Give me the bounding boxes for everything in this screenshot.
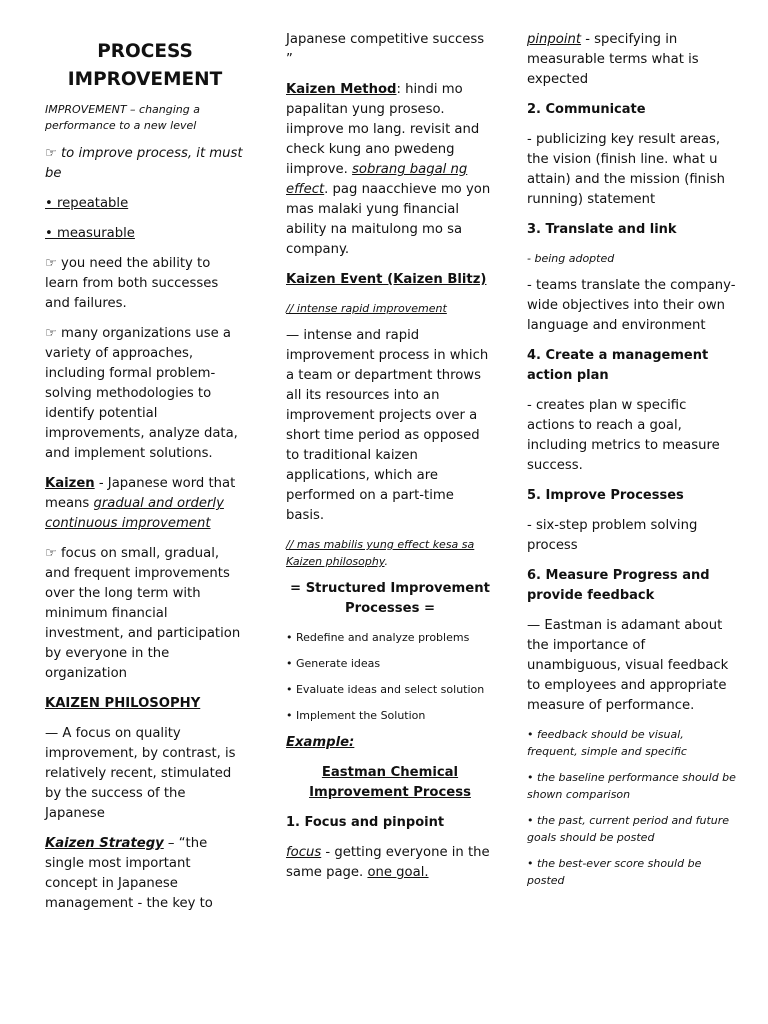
strategy-continued: Japanese competitive success ” [286, 32, 485, 67]
focus-pinpoint-heading: 1. Focus and pinpoint [286, 815, 445, 830]
kaizen-philosophy-heading: KAIZEN PHILOSOPHY [45, 696, 201, 711]
structured-improvement-heading: = Structured Improvement Processes = [290, 581, 490, 616]
kaizen-mid-text: - Japanese word that means [45, 476, 236, 511]
pinpoint-term: pinpoint [527, 32, 582, 47]
ability-paragraph: ☞ you need the ability to learn from both successes and failures. [45, 256, 219, 311]
bullet-repeatable-text: • repeatable [45, 196, 129, 211]
kaizen-event-note-2 [286, 536, 494, 570]
kaizen-strategy-text: – “the single most important concept in Japanese management - the key to [45, 836, 213, 911]
step-item: • Redefine and analyze problems [286, 631, 470, 644]
step-item: • Evaluate ideas and select solution [286, 683, 485, 696]
improve-process-lead: ☞ to improve process, it must be [45, 146, 243, 181]
kaizen-term: Kaizen [45, 476, 95, 491]
kaizen-method-paragraph [286, 80, 494, 260]
focus-text: - getting everyone in the same page. [286, 845, 490, 880]
step-item: • Implement the Solution [286, 709, 426, 722]
feedback-bullet: • feedback should be visual, frequent, simple and specific [527, 728, 687, 758]
bullet-repeatable [45, 194, 245, 214]
measure-progress-heading: 6. Measure Progress and provide feedback [527, 568, 710, 603]
kaizen-strategy-term: Kaizen Strategy [45, 836, 164, 851]
feedback-bullet: • the baseline performance should be shown comparison [527, 771, 736, 801]
organizations-paragraph: ☞ many organizations use a variety of approaches, including formal problem-solving methodologies to identify potential improvements, analyze data, and implement solutions. [45, 326, 238, 461]
bullet-measurable-text: • measurable [45, 226, 135, 241]
kaizen-method-underlined: sobrang bagal ng effect [286, 162, 468, 197]
action-plan-heading: 4. Create a management action plan [527, 348, 709, 383]
improve-processes-heading: 5. Improve Processes [527, 488, 684, 503]
kaizen-definition [45, 474, 245, 534]
focus-paragraph [286, 843, 494, 883]
communicate-paragraph: - publicizing key result areas, the vision (finish line. what u attain) and the mission (finish running) statement [527, 132, 725, 207]
translate-paragraph: - teams translate the company-wide objectives into their own language and environment [527, 278, 736, 333]
kaizen-event-note: // intense rapid improvement [286, 302, 447, 315]
kaizen-strategy-paragraph [45, 834, 245, 914]
bullet-measurable [45, 224, 245, 244]
eastman-heading: Eastman Chemical Improvement Process [309, 765, 471, 800]
pinpoint-paragraph [527, 30, 737, 90]
translate-note: - being adopted [527, 252, 615, 265]
kaizen-event-note-2-tail: . [384, 555, 388, 568]
example-label: Example: [286, 735, 355, 750]
kaizen-method-term: Kaizen Method [286, 82, 397, 97]
step-item: • Generate ideas [286, 657, 381, 670]
feedback-bullet: • the best-ever score should be posted [527, 857, 702, 887]
feedback-bullet: • the past, current period and future goals should be posted [527, 814, 730, 844]
focus-goal: one goal. [367, 865, 429, 880]
focus-term: focus [286, 845, 322, 860]
column-right [527, 30, 737, 898]
kaizen-method-text-1: : hindi mo papalitan yung proseso. iimprove mo lang. revisit and check kung ano pwedeng iimprove. [286, 82, 480, 177]
column-left [45, 30, 245, 924]
action-plan-paragraph: - creates plan w specific actions to reach a goal, including metrics to measure success. [527, 398, 720, 473]
improve-processes-paragraph: - six-step problem solving process [527, 518, 698, 553]
focus-paragraph: ☞ focus on small, gradual, and frequent improvements over the long term with minimum financial investment, and participation by everyone in the organization [45, 546, 241, 681]
page-title: PROCESS IMPROVEMENT [67, 41, 223, 90]
column-middle [286, 30, 494, 893]
pinpoint-text: - specifying in measurable terms what is expected [527, 32, 699, 87]
kaizen-event-note-2-underlined: // mas mabilis yung effect kesa sa Kaizen philosophy [286, 538, 475, 568]
measure-progress-paragraph: — Eastman is adamant about the importance of unambiguous, visual feedback to employees and appropriate measure of performance. [527, 618, 729, 713]
translate-heading: 3. Translate and link [527, 222, 677, 237]
philosophy-paragraph: — A focus on quality improvement, by contrast, is relatively recent, stimulated by the success of the Japanese [45, 726, 236, 821]
communicate-heading: 2. Communicate [527, 102, 646, 117]
kaizen-method-text-2: . pag naacchieve mo yon mas malaki yung financial ability na maitulong mo sa company. [286, 182, 491, 257]
improvement-definition: IMPROVEMENT – changing a performance to a new level [45, 103, 200, 132]
kaizen-event-paragraph: — intense and rapid improvement process in which a team or department throws all its resources into an improvement projects over a short time period as opposed to traditional kaizen applications, which are performed on a part-time basis. [286, 328, 489, 523]
kaizen-meaning: gradual and orderly continuous improvement [45, 496, 224, 531]
kaizen-event-heading: Kaizen Event (Kaizen Blitz) [286, 272, 487, 287]
